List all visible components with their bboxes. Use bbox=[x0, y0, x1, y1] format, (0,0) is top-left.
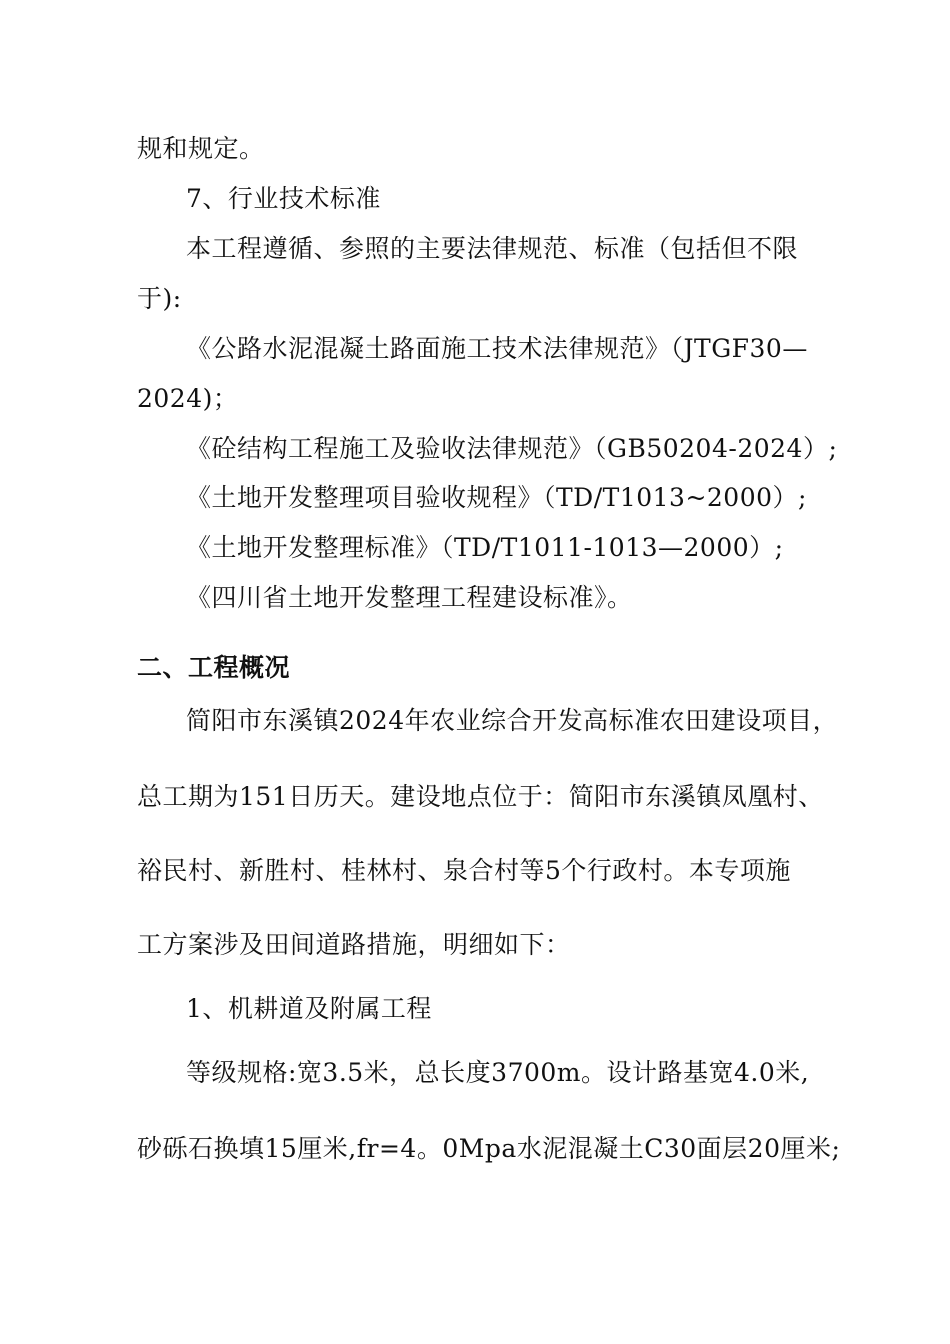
paragraph-line: 总工期为151日历天。建设地点位于：简阳市东溪镇凤凰村、 bbox=[137, 782, 824, 811]
standard-reference: 《砼结构工程施工及验收法律规范》（GB50204-2024）; bbox=[186, 434, 838, 463]
paragraph-line: 规和规定。 bbox=[137, 134, 265, 163]
paragraph-line: 砂砾石换填15厘米,fr=4。0Mpa水泥混凝土C30面层20厘米; bbox=[137, 1134, 841, 1163]
paragraph-line: 裕民村、新胜村、桂林村、泉合村等5个行政村。本专项施 bbox=[137, 856, 791, 885]
paragraph-line: 等级规格:宽3.5米，总长度3700m。设计路基宽4.0米, bbox=[186, 1058, 810, 1087]
section-heading: 二、工程概况 bbox=[137, 653, 291, 682]
section-item-title: 7、行业技术标准 bbox=[186, 184, 381, 213]
paragraph-line: 简阳市东溪镇2024年农业综合开发高标准农田建设项目， bbox=[186, 706, 839, 735]
paragraph-line: 本工程遵循、参照的主要法律规范、标准（包括但不限 bbox=[186, 234, 799, 263]
paragraph-line: 工方案涉及田间道路措施，明细如下： bbox=[137, 930, 571, 959]
standard-reference: 《土地开发整理项目验收规程》（TD/T1013~2000）; bbox=[186, 483, 807, 512]
paragraph-line: 于): bbox=[137, 284, 182, 313]
standard-reference: 《公路水泥混凝土路面施工技术法律规范》（JTGF30— bbox=[186, 334, 808, 363]
standard-reference: 《四川省土地开发整理工程建设标准》。 bbox=[186, 583, 633, 612]
standard-reference-continued: 2024)； bbox=[137, 384, 239, 413]
standard-reference: 《土地开发整理标准》（TD/T1011-1013—2000）; bbox=[186, 533, 784, 562]
subsection-title: 1、机耕道及附属工程 bbox=[186, 994, 432, 1023]
